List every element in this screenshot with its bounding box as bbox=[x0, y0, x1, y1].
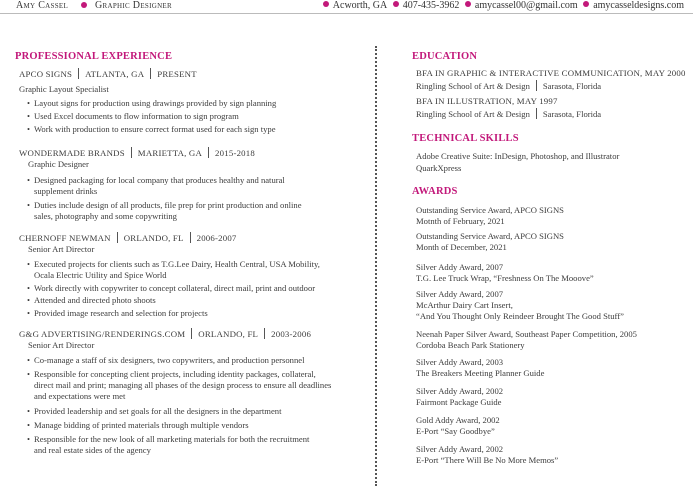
separator-dot-icon bbox=[323, 1, 329, 7]
job-bullet-cont: sales, photography and some copywriting bbox=[34, 211, 177, 221]
school-name: Ringling School of Art & Design bbox=[416, 109, 530, 119]
skill-line: Adobe Creative Suite: InDesign, Photoshop, and Illustrator bbox=[416, 151, 620, 161]
candidate-name: Amy Cassel bbox=[16, 0, 69, 11]
job-role: Graphic Layout Specialist bbox=[19, 84, 109, 94]
job-company: CHERNOFF NEWMAN bbox=[19, 233, 111, 243]
job-dates: 2003-2006 bbox=[271, 329, 312, 339]
divider-bar bbox=[131, 147, 132, 158]
skill-line: QuarkXpress bbox=[416, 163, 462, 173]
contact-info bbox=[323, 0, 687, 11]
candidate-title: Graphic Designer bbox=[95, 0, 172, 11]
contact-website[interactable]: amycasseldesigns.com bbox=[593, 0, 684, 11]
contact-location: Acworth, GA bbox=[332, 0, 388, 11]
job-bullet-cont: and real estate sides of the agency bbox=[34, 445, 151, 455]
job-bullet: • Executed projects for clients such as T.G.Lee Dairy, Health Central, USA Mobility, bbox=[34, 259, 320, 269]
header-rule bbox=[0, 13, 693, 14]
job-location: ORLANDO, FL bbox=[198, 329, 259, 339]
awards-heading: AWARDS bbox=[412, 186, 458, 197]
job-bullet: • Provided image research and selection for projects bbox=[34, 308, 208, 318]
job-bullet-cont: and expectations were met bbox=[34, 391, 126, 401]
job-bullet: • Manage bidding of printed materials through multiple vendors bbox=[34, 420, 249, 430]
resume-header bbox=[0, 0, 693, 13]
education-heading: EDUCATION bbox=[412, 51, 478, 62]
divider-bar bbox=[117, 232, 118, 243]
award-title: Neenah Paper Silver Award, Southeast Paper Competition, 2005 bbox=[416, 329, 637, 339]
job-bullet: • Layout signs for production using drawings provided by sign planning bbox=[34, 98, 276, 108]
skills-heading: TECHNICAL SKILLS bbox=[412, 133, 519, 144]
divider-bar bbox=[536, 80, 537, 91]
divider-bar bbox=[208, 147, 209, 158]
award-detail: The Breakers Meeting Planner Guide bbox=[416, 368, 545, 378]
job-dates: 2015-2018 bbox=[215, 148, 255, 158]
award-detail: E-Port “There Will Be No More Memos” bbox=[416, 455, 559, 465]
divider-bar bbox=[78, 68, 79, 79]
column-divider bbox=[375, 46, 377, 486]
job-bullet: • Co-manage a staff of six designers, two copywriters, and production personnel bbox=[34, 355, 304, 365]
job-bullet-cont: Ocala Electric Utility and Spice World bbox=[34, 270, 167, 280]
school-city: Sarasota, Florida bbox=[542, 81, 602, 91]
divider-bar bbox=[264, 328, 265, 339]
award-detail: McArthur Dairy Cart Insert, bbox=[416, 300, 513, 310]
job-bullet: • Attended and directed photo shoots bbox=[34, 295, 156, 305]
school-city: Sarasota, Florida bbox=[542, 109, 602, 119]
award-title: Silver Addy Award, 2003 bbox=[416, 357, 504, 367]
award-detail: Fairmont Package Guide bbox=[416, 397, 502, 407]
separator-dot-icon bbox=[583, 1, 589, 7]
degree-title: BFA IN ILLUSTRATION, MAY 1997 bbox=[416, 96, 558, 106]
job-bullet: • Used Excel documents to flow information to sign program bbox=[34, 111, 239, 121]
job-bullet: • Responsible for concepting client projects, including identity packages, collateral, bbox=[34, 369, 316, 379]
job-bullet: • Responsible for the new look of all marketing materials for both the recruitment bbox=[34, 434, 309, 444]
award-title: Silver Addy Award, 2002 bbox=[416, 386, 504, 396]
job-location: MARIETTA, GA bbox=[137, 148, 203, 158]
degree-school bbox=[416, 80, 601, 91]
job-role: Senior Art Director bbox=[28, 244, 95, 254]
job-bullet-cont: supplement drinks bbox=[34, 186, 98, 196]
award-detail: Month of December, 2021 bbox=[416, 242, 507, 252]
divider-bar bbox=[536, 108, 537, 119]
award-title: Outstanding Service Award, APCO SIGNS bbox=[416, 205, 564, 215]
job-company: WONDERMADE BRANDS bbox=[19, 148, 125, 158]
award-title: Silver Addy Award, 2007 bbox=[416, 262, 504, 272]
award-title: Gold Addy Award, 2002 bbox=[416, 415, 500, 425]
job-company: G&G ADVERTISING/RENDERINGS.COM bbox=[19, 329, 186, 339]
separator-dot-icon bbox=[393, 1, 399, 7]
job-bullet-cont: direct mail and print; managing all phases of the design process to ensure all deadlines bbox=[34, 380, 332, 390]
job-bullet: • Work with production to ensure correct format used for each sign type bbox=[34, 124, 276, 134]
job-company: APCO SIGNS bbox=[19, 69, 73, 79]
degree-school bbox=[416, 108, 601, 119]
job-header bbox=[19, 147, 255, 158]
job-header bbox=[19, 328, 311, 339]
separator-dot-icon bbox=[81, 2, 87, 8]
divider-bar bbox=[190, 232, 191, 243]
degree-title: BFA IN GRAPHIC & INTERACTIVE COMMUNICATION, MAY 2000 bbox=[416, 68, 686, 78]
school-name: Ringling School of Art & Design bbox=[416, 81, 530, 91]
job-bullet: • Duties include design of all products, file prep for print production and online bbox=[34, 200, 302, 210]
award-title: Outstanding Service Award, APCO SIGNS bbox=[416, 231, 564, 241]
contact-phone: 407-435-3962 bbox=[402, 0, 460, 11]
job-bullet: • Work directly with copywriter to concept collateral, direct mail, print and outdoor bbox=[34, 283, 315, 293]
contact-email[interactable]: amycassel00@gmail.com bbox=[474, 0, 578, 11]
award-detail: “And You Thought Only Reindeer Brought The Good Stuff” bbox=[416, 311, 624, 321]
job-bullet: • Designed packaging for local company that produces healthy and natural bbox=[34, 175, 285, 185]
job-location: ATLANTA, GA bbox=[85, 69, 145, 79]
award-detail: E-Port “Say Goodbye” bbox=[416, 426, 495, 436]
job-dates: 2006-2007 bbox=[196, 233, 237, 243]
job-header bbox=[19, 232, 237, 243]
experience-heading: PROFESSIONAL EXPERIENCE bbox=[15, 51, 173, 62]
job-header bbox=[19, 68, 197, 79]
divider-bar bbox=[191, 328, 192, 339]
divider-bar bbox=[150, 68, 151, 79]
award-detail: T.G. Lee Truck Wrap, “Freshness On The Mooove” bbox=[416, 273, 594, 283]
job-location: ORLANDO, FL bbox=[123, 233, 184, 243]
job-dates: PRESENT bbox=[157, 69, 197, 79]
separator-dot-icon bbox=[465, 1, 471, 7]
award-title: Silver Addy Award, 2002 bbox=[416, 444, 504, 454]
award-title: Silver Addy Award, 2007 bbox=[416, 289, 504, 299]
award-detail: Cordoba Beach Park Stationery bbox=[416, 340, 525, 350]
job-role: Graphic Designer bbox=[28, 159, 89, 169]
job-bullet: • Provided leadership and set goals for all the designers in the department bbox=[34, 406, 281, 416]
award-detail: Motnth of February, 2021 bbox=[416, 216, 505, 226]
job-role: Senior Art Director bbox=[28, 340, 95, 350]
